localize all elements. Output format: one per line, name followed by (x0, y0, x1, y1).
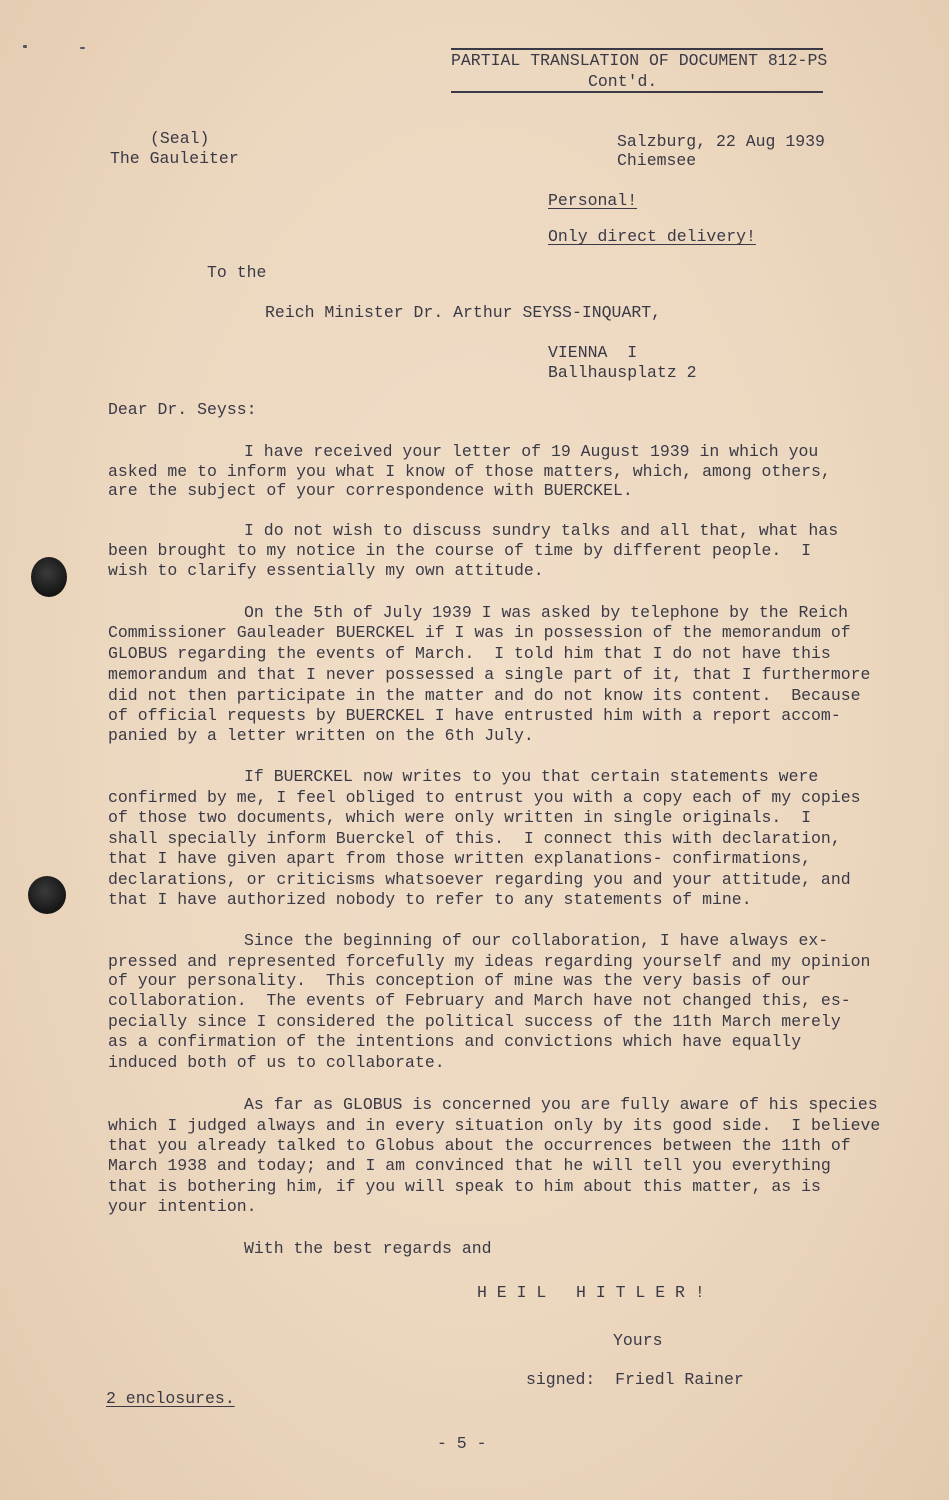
body-line: confirmed by me, I feel obliged to entrust you with a copy each of my copies (108, 788, 861, 807)
body-line: pressed and represented forcefully my ideas regarding yourself and my opinion (108, 952, 871, 971)
body-line: of those two documents, which were only written in single originals. I (108, 808, 812, 827)
body-line: are the subject of your correspondence with BUERCKEL. (108, 481, 633, 500)
sender-title: The Gauleiter (110, 149, 239, 168)
body-line: did not then participate in the matter and do not know its content. Because (108, 686, 861, 705)
continued-label: Cont'd. (588, 72, 658, 91)
ink-speck (80, 47, 85, 49)
addressee-name: Reich Minister Dr. Arthur SEYSS-INQUART, (265, 303, 662, 322)
body-line: shall specially inform Buerckel of this. I connect this with declaration, (108, 829, 841, 848)
body-line: asked me to inform you what I know of those matters, which, among others, (108, 462, 831, 481)
addressee-to: To the (207, 263, 267, 282)
page-number: - 5 - (437, 1434, 487, 1453)
closing-yours: Yours (613, 1331, 663, 1350)
body-line: as a confirmation of the intentions and convictions which have equally (108, 1032, 802, 1051)
body-line: induced both of us to collaborate. (108, 1053, 445, 1072)
closing-regards: With the best regards and (244, 1239, 492, 1258)
body-line: panied by a letter written on the 6th July. (108, 726, 534, 745)
body-line: of your personality. This conception of mine was the very basis of our (108, 971, 812, 990)
body-line: I do not wish to discuss sundry talks and all that, what has (244, 521, 839, 540)
body-line: that is bothering him, if you will speak to him about this matter, as is (108, 1177, 821, 1196)
body-line: March 1938 and today; and I am convinced that he will tell you everything (108, 1156, 831, 1175)
punch-hole-upper (31, 557, 67, 597)
body-line: of official requests by BUERCKEL I have entrusted him with a report accom- (108, 706, 841, 725)
body-line: pecially since I considered the political success of the 11th March merely (108, 1012, 841, 1031)
addressee-street: Ballhausplatz 2 (548, 363, 697, 382)
body-line: On the 5th of July 1939 I was asked by telephone by the Reich (244, 603, 848, 622)
body-line: Commissioner Gauleader BUERCKEL if I was in possession of the memorandum of (108, 623, 851, 642)
document-title: PARTIAL TRANSLATION OF DOCUMENT 812-PS (451, 51, 828, 70)
salutation: Dear Dr. Seyss: (108, 400, 257, 419)
body-line: that I have given apart from those written explanations- confirmations, (108, 849, 812, 868)
header-rule-bottom (451, 91, 823, 93)
body-line: Since the beginning of our collaboration, I have always ex- (244, 931, 829, 950)
body-line: wish to clarify essentially my own attitude. (108, 561, 544, 580)
body-line: been brought to my notice in the course of time by different people. I (108, 541, 812, 560)
seal-label: (Seal) (150, 129, 210, 148)
body-line: If BUERCKEL now writes to you that certain statements were (244, 767, 819, 786)
enclosures-note: 2 enclosures. (106, 1389, 235, 1408)
body-line: declarations, or criticisms whatsoever regarding you and your attitude, and (108, 870, 851, 889)
body-line: As far as GLOBUS is concerned you are fully aware of his species (244, 1095, 878, 1114)
ink-speck (23, 45, 27, 48)
body-line: your intention. (108, 1197, 257, 1216)
delivery-marking: Only direct delivery! (548, 227, 756, 246)
personal-marking: Personal! (548, 191, 638, 210)
location-line: Chiemsee (617, 151, 697, 170)
closing-heil: H E I L H I T L E R ! (477, 1283, 705, 1302)
body-line: which I judged always and in every situation only by its good side. I believe (108, 1116, 881, 1135)
header-rule-top (451, 48, 823, 50)
punch-hole-lower (28, 876, 66, 914)
body-line: collaboration. The events of February and March have not changed this, es- (108, 991, 851, 1010)
date-line: Salzburg, 22 Aug 1939 (617, 132, 825, 151)
addressee-city: VIENNA I (548, 343, 638, 362)
signature-line: signed: Friedl Rainer (526, 1370, 744, 1389)
body-line: that you already talked to Globus about the occurrences between the 11th of (108, 1136, 851, 1155)
body-line: I have received your letter of 19 August 1939 in which you (244, 442, 819, 461)
body-line: GLOBUS regarding the events of March. I told him that I do not have this (108, 644, 831, 663)
body-line: that I have authorized nobody to refer to any statements of mine. (108, 890, 752, 909)
body-line: memorandum and that I never possessed a single part of it, that I furthermore (108, 665, 871, 684)
